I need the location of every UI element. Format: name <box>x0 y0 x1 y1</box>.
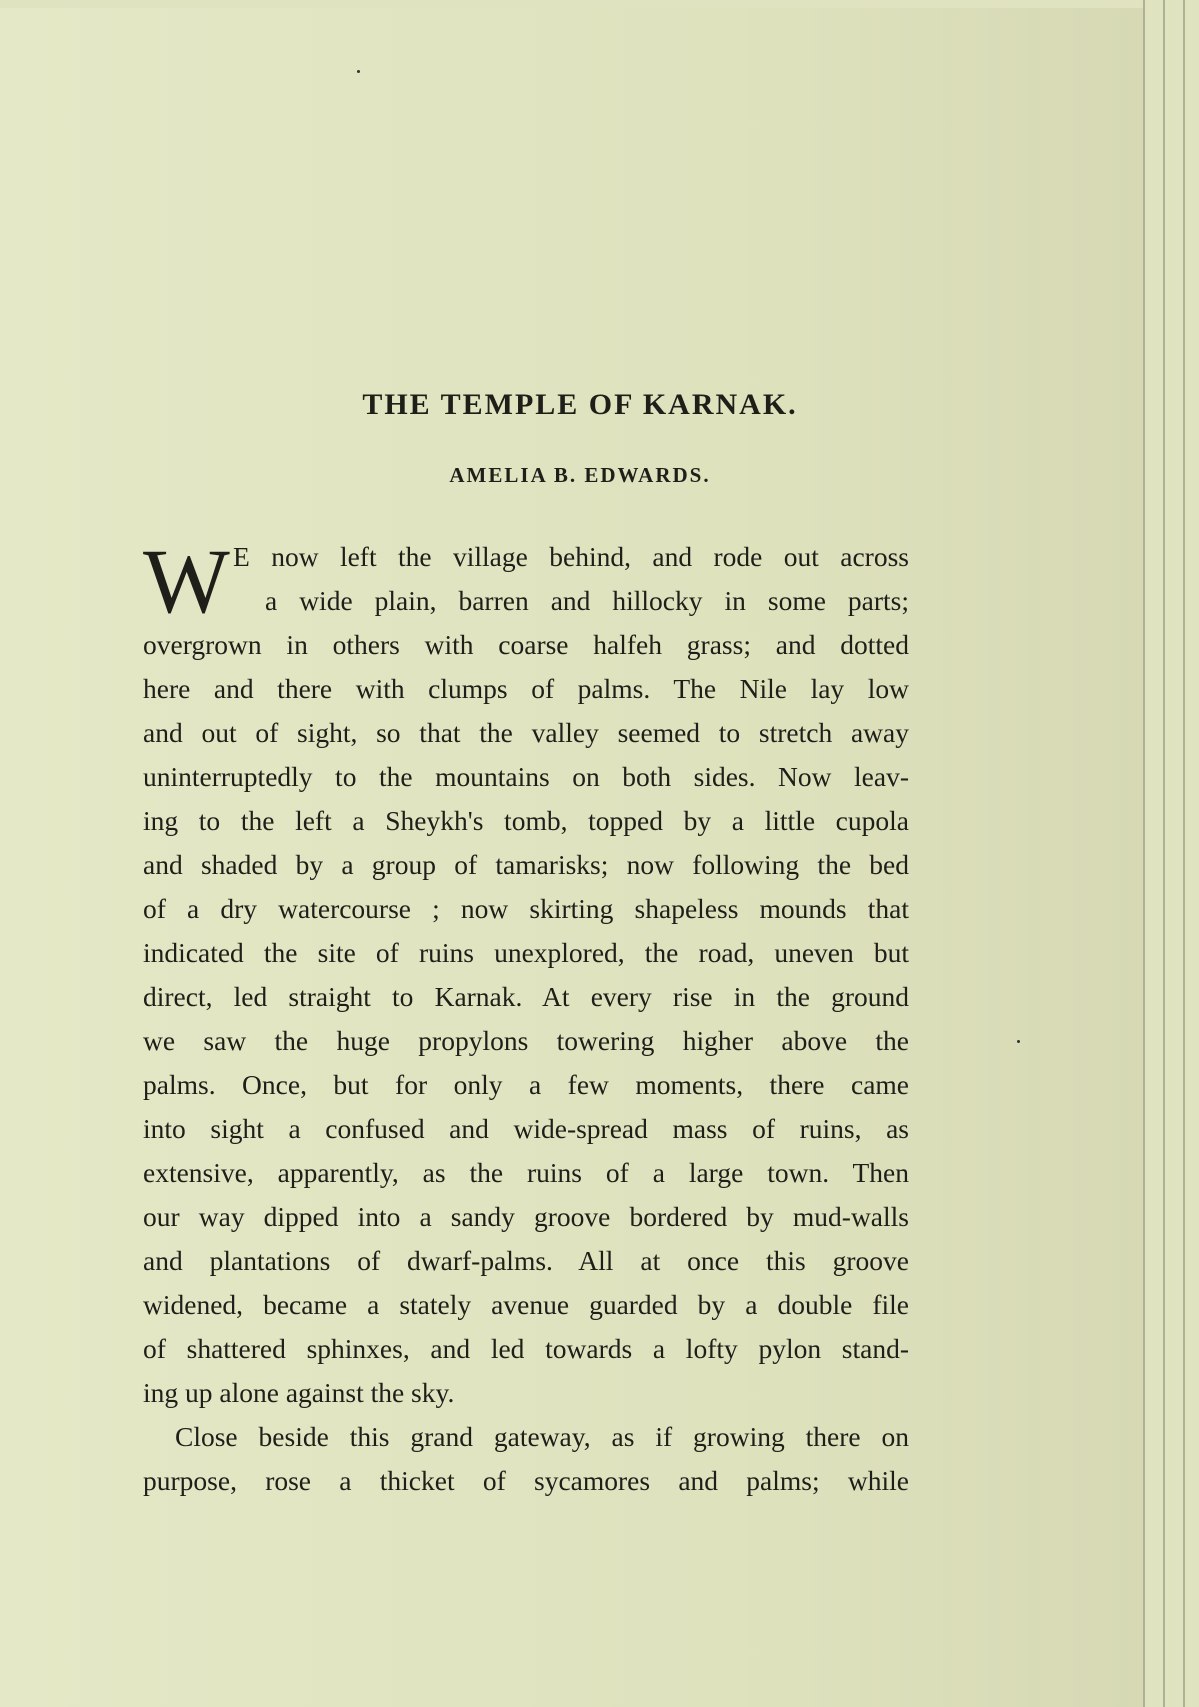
text-line: a wide plain, barren and hillocky in some parts; <box>265 585 909 616</box>
speck <box>357 70 360 73</box>
text-line: our way dipped into a sandy groove bordered by mud-walls <box>143 1201 909 1232</box>
text-line: widened, became a stately avenue guarded by a double file <box>143 1289 909 1320</box>
text-line: of shattered sphinxes, and led towards a lofty pylon stand- <box>143 1333 909 1364</box>
body-text <box>143 530 909 1503</box>
text-line: direct, led straight to Karnak. At every rise in the ground <box>143 981 909 1012</box>
text-line: overgrown in others with coarse halfeh grass; and dotted <box>143 629 909 660</box>
paragraph-2 <box>143 1415 909 1503</box>
text-line: indicated the site of ruins unexplored, the road, uneven but <box>143 937 909 968</box>
text-line: and out of sight, so that the valley seemed to stretch away <box>143 717 909 748</box>
drop-cap: W <box>143 530 230 632</box>
text-line: and shaded by a group of tamarisks; now following the bed <box>143 849 909 880</box>
text-line: Close beside this grand gateway, as if growing there on <box>175 1421 909 1452</box>
text-line: into sight a confused and wide-spread mass of ruins, as <box>143 1113 909 1144</box>
text-line: ing to the left a Sheykh's tomb, topped by a little cupola <box>143 805 909 836</box>
text-line: purpose, rose a thicket of sycamores and palms; while <box>143 1465 909 1496</box>
page-edge <box>1143 0 1145 1707</box>
text-line: palms. Once, but for only a few moments, there came <box>143 1069 909 1100</box>
text-line: and plantations of dwarf-palms. All at once this groove <box>143 1245 909 1276</box>
text-line: extensive, apparently, as the ruins of a large town. Then <box>143 1157 909 1188</box>
text-line: here and there with clumps of palms. The Nile lay low <box>143 673 909 704</box>
page-edge <box>1163 0 1165 1707</box>
text-line: we saw the huge propylons towering higher above the <box>143 1025 909 1056</box>
text-line: uninterruptedly to the mountains on both sides. Now leav- <box>143 761 909 792</box>
page-title: THE TEMPLE OF KARNAK. <box>362 388 798 421</box>
text-line: E now left the village behind, and rode out across <box>233 541 909 572</box>
page-edge <box>1183 0 1185 1707</box>
text-line: of a dry watercourse ; now skirting shapeless mounds that <box>143 893 909 924</box>
speck <box>1017 1040 1020 1043</box>
paragraph-1 <box>143 530 909 1415</box>
author-name: AMELIA B. EDWARDS. <box>449 463 711 487</box>
text-line: ing up alone against the sky. <box>143 1377 455 1408</box>
